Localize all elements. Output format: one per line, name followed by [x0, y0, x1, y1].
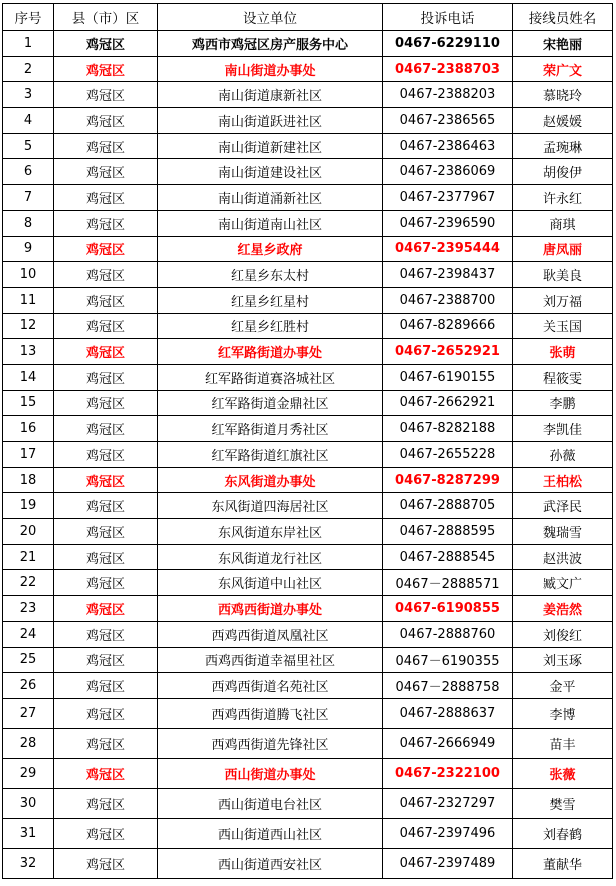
district-cell: 鸡冠区 [54, 621, 158, 647]
district-cell: 鸡冠区 [54, 519, 158, 545]
district-cell: 鸡冠区 [54, 788, 158, 818]
unit-cell: 西山街道西安社区 [158, 848, 383, 878]
unit-cell: 红军路街道金鼎社区 [158, 390, 383, 416]
seq-cell: 11 [3, 287, 54, 313]
operator-cell: 许永红 [513, 185, 613, 211]
seq-cell: 8 [3, 210, 54, 236]
operator-cell: 李鹏 [513, 390, 613, 416]
table-row [3, 647, 613, 673]
district-cell: 鸡冠区 [54, 262, 158, 288]
table-row [3, 82, 613, 108]
phone-cell: 0467-2888760 [383, 621, 513, 647]
header-district: 县（市）区 [54, 4, 158, 31]
district-cell: 鸡冠区 [54, 236, 158, 262]
seq-cell: 10 [3, 262, 54, 288]
phone-cell: 0467-2662921 [383, 390, 513, 416]
operator-cell: 胡俊伊 [513, 159, 613, 185]
seq-cell: 30 [3, 788, 54, 818]
unit-cell: 红军路街道红旗社区 [158, 442, 383, 468]
table-row [3, 262, 613, 288]
operator-cell: 武泽民 [513, 493, 613, 519]
unit-cell: 南山街道新建社区 [158, 133, 383, 159]
unit-cell: 东风街道龙行社区 [158, 544, 383, 570]
phone-cell: 0467-2888637 [383, 698, 513, 728]
table-row [3, 339, 613, 365]
operator-cell: 李博 [513, 698, 613, 728]
table-row [3, 210, 613, 236]
unit-cell: 鸡西市鸡冠区房产服务中心 [158, 31, 383, 57]
phone-cell: 0467-2388700 [383, 287, 513, 313]
unit-cell: 红星乡红胜村 [158, 313, 383, 339]
table-row [3, 236, 613, 262]
seq-cell: 4 [3, 108, 54, 134]
seq-cell: 2 [3, 56, 54, 82]
table-row [3, 519, 613, 545]
operator-cell: 程筱雯 [513, 364, 613, 390]
unit-cell: 西山街道电台社区 [158, 788, 383, 818]
table-row [3, 570, 613, 596]
seq-cell: 16 [3, 416, 54, 442]
seq-cell: 13 [3, 339, 54, 365]
operator-cell: 荣广文 [513, 56, 613, 82]
seq-cell: 17 [3, 442, 54, 468]
unit-cell: 西鸡西街道先锋社区 [158, 728, 383, 758]
table-row [3, 56, 613, 82]
phone-cell: 0467-2397489 [383, 848, 513, 878]
district-cell: 鸡冠区 [54, 210, 158, 236]
seq-cell: 1 [3, 31, 54, 57]
district-cell: 鸡冠区 [54, 493, 158, 519]
phone-cell: 0467-2398437 [383, 262, 513, 288]
operator-cell: 苗丰 [513, 728, 613, 758]
operator-cell: 慕晓玲 [513, 82, 613, 108]
operator-cell: 李凯佳 [513, 416, 613, 442]
operator-cell: 赵洪波 [513, 544, 613, 570]
phone-cell: 0467-8289666 [383, 313, 513, 339]
unit-cell: 红星乡政府 [158, 236, 383, 262]
phone-cell: 0467-2655228 [383, 442, 513, 468]
table-row [3, 31, 613, 57]
unit-cell: 红军路街道办事处 [158, 339, 383, 365]
header-operator: 接线员姓名 [513, 4, 613, 31]
header-seq: 序号 [3, 4, 54, 31]
table-row [3, 416, 613, 442]
district-cell: 鸡冠区 [54, 647, 158, 673]
phone-cell: 0467-2322100 [383, 758, 513, 788]
district-cell: 鸡冠区 [54, 442, 158, 468]
operator-cell: 张萌 [513, 339, 613, 365]
phone-cell: 0467-2377967 [383, 185, 513, 211]
table-row [3, 596, 613, 622]
district-cell: 鸡冠区 [54, 159, 158, 185]
district-cell: 鸡冠区 [54, 31, 158, 57]
seq-cell: 14 [3, 364, 54, 390]
table-row [3, 673, 613, 699]
table-row [3, 390, 613, 416]
unit-cell: 西鸡西街道幸福里社区 [158, 647, 383, 673]
district-cell: 鸡冠区 [54, 698, 158, 728]
district-cell: 鸡冠区 [54, 467, 158, 493]
district-cell: 鸡冠区 [54, 818, 158, 848]
unit-cell: 南山街道康新社区 [158, 82, 383, 108]
district-cell: 鸡冠区 [54, 108, 158, 134]
operator-cell: 刘玉琢 [513, 647, 613, 673]
unit-cell: 东风街道办事处 [158, 467, 383, 493]
operator-cell: 刘俊红 [513, 621, 613, 647]
district-cell: 鸡冠区 [54, 339, 158, 365]
operator-cell: 孙薇 [513, 442, 613, 468]
operator-cell: 董献华 [513, 848, 613, 878]
complaint-hotline-table [2, 3, 613, 879]
unit-cell: 东风街道中山社区 [158, 570, 383, 596]
unit-cell: 西鸡西街道名苑社区 [158, 673, 383, 699]
seq-cell: 28 [3, 728, 54, 758]
table-row [3, 313, 613, 339]
unit-cell: 红军路街道赛洛城社区 [158, 364, 383, 390]
phone-cell: 0467-6190855 [383, 596, 513, 622]
seq-cell: 32 [3, 848, 54, 878]
district-cell: 鸡冠区 [54, 416, 158, 442]
operator-cell: 金平 [513, 673, 613, 699]
operator-cell: 关玉国 [513, 313, 613, 339]
seq-cell: 25 [3, 647, 54, 673]
operator-cell: 唐凤丽 [513, 236, 613, 262]
table-row [3, 185, 613, 211]
table-row [3, 467, 613, 493]
unit-cell: 南山街道南山社区 [158, 210, 383, 236]
operator-cell: 商琪 [513, 210, 613, 236]
phone-cell: 0467-2396590 [383, 210, 513, 236]
phone-cell: 0467－2888758 [383, 673, 513, 699]
phone-cell: 0467-8282188 [383, 416, 513, 442]
phone-cell: 0467-2386069 [383, 159, 513, 185]
table-row [3, 159, 613, 185]
table-row [3, 133, 613, 159]
seq-cell: 7 [3, 185, 54, 211]
header-phone: 投诉电话 [383, 4, 513, 31]
district-cell: 鸡冠区 [54, 313, 158, 339]
unit-cell: 南山街道办事处 [158, 56, 383, 82]
header-unit: 设立单位 [158, 4, 383, 31]
operator-cell: 赵媛媛 [513, 108, 613, 134]
table-row [3, 728, 613, 758]
table-row [3, 493, 613, 519]
district-cell: 鸡冠区 [54, 287, 158, 313]
operator-cell: 樊雪 [513, 788, 613, 818]
phone-cell: 0467-2327297 [383, 788, 513, 818]
district-cell: 鸡冠区 [54, 390, 158, 416]
district-cell: 鸡冠区 [54, 364, 158, 390]
district-cell: 鸡冠区 [54, 56, 158, 82]
table-row [3, 287, 613, 313]
district-cell: 鸡冠区 [54, 848, 158, 878]
phone-cell: 0467-2386463 [383, 133, 513, 159]
table-row [3, 848, 613, 878]
seq-cell: 12 [3, 313, 54, 339]
unit-cell: 西鸡西街道办事处 [158, 596, 383, 622]
operator-cell: 张薇 [513, 758, 613, 788]
district-cell: 鸡冠区 [54, 570, 158, 596]
unit-cell: 西鸡西街道腾飞社区 [158, 698, 383, 728]
unit-cell: 东风街道东岸社区 [158, 519, 383, 545]
phone-cell: 0467-2652921 [383, 339, 513, 365]
unit-cell: 南山街道建设社区 [158, 159, 383, 185]
unit-cell: 西鸡西街道凤凰社区 [158, 621, 383, 647]
unit-cell: 南山街道跃进社区 [158, 108, 383, 134]
district-cell: 鸡冠区 [54, 544, 158, 570]
seq-cell: 24 [3, 621, 54, 647]
phone-cell: 0467-2888705 [383, 493, 513, 519]
district-cell: 鸡冠区 [54, 728, 158, 758]
phone-cell: 0467-2888545 [383, 544, 513, 570]
district-cell: 鸡冠区 [54, 596, 158, 622]
table-row [3, 442, 613, 468]
table-row [3, 758, 613, 788]
phone-cell: 0467－2888571 [383, 570, 513, 596]
district-cell: 鸡冠区 [54, 758, 158, 788]
table-row [3, 544, 613, 570]
phone-cell: 0467-6229110 [383, 31, 513, 57]
operator-cell: 魏瑞雪 [513, 519, 613, 545]
phone-cell: 0467-2388703 [383, 56, 513, 82]
operator-cell: 姜浩然 [513, 596, 613, 622]
seq-cell: 5 [3, 133, 54, 159]
phone-cell: 0467-2395444 [383, 236, 513, 262]
seq-cell: 31 [3, 818, 54, 848]
table-row [3, 108, 613, 134]
district-cell: 鸡冠区 [54, 133, 158, 159]
phone-cell: 0467-2397496 [383, 818, 513, 848]
district-cell: 鸡冠区 [54, 673, 158, 699]
table-row [3, 788, 613, 818]
seq-cell: 18 [3, 467, 54, 493]
seq-cell: 20 [3, 519, 54, 545]
seq-cell: 21 [3, 544, 54, 570]
unit-cell: 西山街道办事处 [158, 758, 383, 788]
seq-cell: 6 [3, 159, 54, 185]
operator-cell: 宋艳丽 [513, 31, 613, 57]
table-row [3, 698, 613, 728]
unit-cell: 红军路街道月秀社区 [158, 416, 383, 442]
seq-cell: 27 [3, 698, 54, 728]
operator-cell: 臧文广 [513, 570, 613, 596]
operator-cell: 耿美良 [513, 262, 613, 288]
phone-cell: 0467-6190155 [383, 364, 513, 390]
unit-cell: 南山街道涌新社区 [158, 185, 383, 211]
district-cell: 鸡冠区 [54, 82, 158, 108]
seq-cell: 22 [3, 570, 54, 596]
table-row [3, 818, 613, 848]
operator-cell: 孟琬琳 [513, 133, 613, 159]
seq-cell: 15 [3, 390, 54, 416]
operator-cell: 刘万福 [513, 287, 613, 313]
phone-cell: 0467-2888595 [383, 519, 513, 545]
phone-cell: 0467-2388203 [383, 82, 513, 108]
seq-cell: 19 [3, 493, 54, 519]
phone-cell: 0467－6190355 [383, 647, 513, 673]
seq-cell: 3 [3, 82, 54, 108]
unit-cell: 红星乡东太村 [158, 262, 383, 288]
table-row [3, 621, 613, 647]
table-row [3, 364, 613, 390]
unit-cell: 西山街道西山社区 [158, 818, 383, 848]
seq-cell: 23 [3, 596, 54, 622]
operator-cell: 刘春鹤 [513, 818, 613, 848]
header-row [3, 4, 613, 31]
seq-cell: 26 [3, 673, 54, 699]
seq-cell: 9 [3, 236, 54, 262]
unit-cell: 红星乡红星村 [158, 287, 383, 313]
phone-cell: 0467-2386565 [383, 108, 513, 134]
phone-cell: 0467-2666949 [383, 728, 513, 758]
district-cell: 鸡冠区 [54, 185, 158, 211]
unit-cell: 东风街道四海居社区 [158, 493, 383, 519]
phone-cell: 0467-8287299 [383, 467, 513, 493]
operator-cell: 王柏松 [513, 467, 613, 493]
seq-cell: 29 [3, 758, 54, 788]
